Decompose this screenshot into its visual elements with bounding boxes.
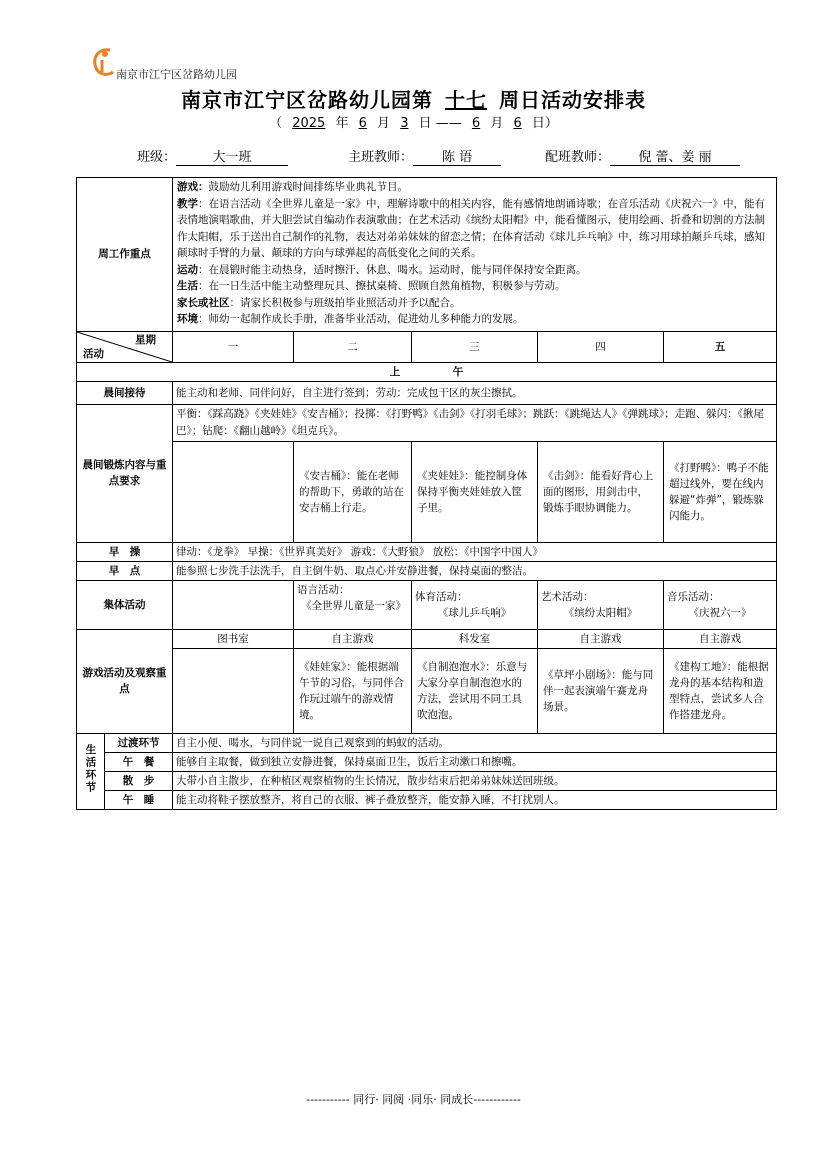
date-close: 日） [531, 116, 558, 131]
life-nap-text: 能主动将鞋子摆放整齐，将自己的衣服、裤子叠放整齐，能安静入睡，不打扰别人。 [173, 790, 777, 809]
focus-sports: 运动：在晨锻时能主动热身，适时擦汗、休息、喝水。运动时，能与同伴保持安全距离。 [177, 263, 587, 276]
schedule-table [76, 177, 777, 810]
group-mon [173, 580, 294, 629]
exercise-mon [173, 441, 294, 542]
assistant-info [545, 146, 740, 166]
group-fri-type: 音乐活动： [667, 590, 720, 603]
start-day: 3 [400, 116, 409, 131]
game-label: 游戏活动及观察重点 [77, 629, 173, 733]
start-month: 6 [358, 116, 367, 131]
life-lunch-label: 午 餐 [105, 752, 173, 771]
arrival-row [77, 381, 777, 404]
game-detail-tue: 《娃娃家》：能根据端午节的习俗，与同伴合作玩过端午的游戏情境。 [294, 648, 412, 733]
year-value: 2025 [292, 116, 326, 131]
arrival-text: 能主动和老师、同伴问好，自主进行签到；劳动：完成包干区的灰尘擦拭。 [173, 381, 777, 404]
game-area-fri: 自主游戏 [664, 629, 777, 648]
class-label: 班级： [137, 150, 177, 165]
life-row-nap [77, 790, 777, 809]
game-area-wed: 科发室 [412, 629, 538, 648]
group-thu-type: 艺术活动： [541, 590, 594, 603]
game-detail-mon [173, 648, 294, 733]
date-open: （ [269, 116, 283, 131]
exercise-summary-row [77, 404, 777, 441]
corner-weekday-label: 星期 [135, 333, 156, 346]
group-wed [412, 580, 538, 629]
date-dash: —— [435, 116, 462, 131]
game-detail-fri: 《建构工地》：能根据龙舟的基本结构和造型特点，尝试多人合作搭建龙舟。 [664, 648, 777, 733]
focus-environment: 环境：师幼一起制作成长手册，准备毕业活动，促进幼儿多种能力的发展。 [177, 313, 524, 325]
month-label: 月 [377, 116, 391, 131]
group-tue-name: 《全世界儿童是一家》 [301, 599, 406, 612]
assistant-label: 配班教师： [545, 150, 611, 165]
morning-section-label: 上 午 [77, 362, 777, 381]
exercise-wed: 《夹娃娃》：能控制身体保持平衡夹娃娃放入筐子里。 [412, 441, 538, 542]
morning-routine-row [77, 542, 777, 561]
arrival-label: 晨间接待 [77, 381, 173, 404]
day-wed: 三 [412, 331, 538, 362]
weekly-focus-row [77, 178, 777, 332]
life-walk-label: 散 步 [105, 771, 173, 790]
group-thu [538, 580, 664, 629]
exercise-fri: 《打野鸭》：鸭子不能超过线外，要在线内躲避“炸弹”，锻炼躲闪能力。 [664, 441, 777, 542]
group-fri-name: 《庆祝六一》 [688, 606, 752, 619]
life-row-lunch [77, 752, 777, 771]
group-fri [664, 580, 777, 629]
end-month: 6 [471, 116, 481, 131]
game-area-tue: 自主游戏 [294, 629, 412, 648]
focus-teaching: 教学：在语言活动《全世界儿童是一家》中，理解诗歌中的相关内容，能有感情地朗诵诗歌；在音乐活动《庆祝六一》中，能有表情地演唱歌曲，并大胆尝试自编动作表演歌曲；在艺术活动《缤纷太阳帽》中，能看懂图示，使用绘画、折叠和切割的方法制作太阳帽，乐于送出自己制作的礼物，表达对弟弟妹妹的留恋之情；在体育活动《球儿乒乓响》中，练习用球拍颠乒乓球，感知颠球时手臂的力量、颠球的方向与球弹起的高低变化之间的关系。 [177, 197, 765, 259]
exercise-summary: 平衡：《踩高跷》《夹娃娃》《安吉桶》；投掷：《打野鸭》《击剑》《打羽毛球》；跳跃：《跳绳达人》《弹跳球》；走跑、躲闪：《揪尾巴》；钻爬：《翻山越岭》《坦克兵》。 [173, 404, 777, 441]
exercise-label: 晨间锻炼内容与重点要求 [77, 404, 173, 542]
teacher-info [348, 146, 501, 166]
snack-text: 能参照七步洗手法洗手，自主倒牛奶、取点心并安静进餐，保持桌面的整洁。 [173, 561, 777, 580]
day-fri: 五 [664, 331, 777, 362]
game-area-thu: 自主游戏 [538, 629, 664, 648]
logo-text: 南京市江宁区岔路幼儿园 [116, 68, 237, 81]
end-day: 6 [513, 116, 522, 131]
weekday-header-row [77, 331, 777, 362]
game-area-row [77, 629, 777, 648]
group-tue [294, 580, 412, 629]
school-logo-icon [90, 46, 116, 78]
life-row-transition [77, 733, 777, 752]
teacher-value: 陈 语 [413, 146, 501, 166]
day-label: 日 [418, 116, 432, 131]
group-activity-row [77, 580, 777, 629]
focus-game: 游戏：鼓励幼儿利用游戏时间排练毕业典礼节目。 [177, 181, 408, 193]
life-lunch-text: 能够自主取餐，做到独立安静进餐，保持桌面卫生，饭后主动漱口和擦嘴。 [173, 752, 777, 771]
header-corner [77, 331, 173, 362]
group-tue-type: 语言活动： [297, 583, 350, 596]
date-range [0, 112, 827, 131]
morning-section-row [77, 362, 777, 381]
day-tue: 二 [294, 331, 412, 362]
year-label: 年 [335, 116, 349, 131]
life-transition-label: 过渡环节 [105, 733, 173, 752]
day-mon: 一 [173, 331, 294, 362]
exercise-days-row [77, 441, 777, 542]
game-detail-row [77, 648, 777, 733]
life-transition-text: 自主小便、喝水，与同伴说一说自己观察到的蚂蚁的活动。 [173, 733, 777, 752]
game-detail-thu: 《草坪小剧场》：能与同伴一起表演端午赛龙舟场景。 [538, 648, 664, 733]
morning-routine-label: 早 操 [77, 542, 173, 561]
group-activity-label: 集体活动 [77, 580, 173, 629]
snack-label: 早 点 [77, 561, 173, 580]
weekly-focus-content [173, 178, 777, 332]
focus-parents: 家长或社区：请家长积极参与班级拍毕业照活动并予以配合。 [177, 296, 461, 309]
group-wed-name: 《球儿乒乓响》 [437, 606, 512, 619]
week-number: 十七 [445, 88, 487, 112]
exercise-tue: 《安吉桶》：能在老师的帮助下，勇敢的站在安吉桶上行走。 [294, 441, 412, 542]
class-info [137, 146, 288, 166]
corner-activity-label: 活动 [83, 347, 104, 360]
group-wed-type: 体育活动： [415, 590, 468, 603]
page-title [0, 84, 827, 113]
page-footer: ----------- 同行· 同阅 ·同乐· 同成长------------ [306, 1093, 521, 1106]
snack-row [77, 561, 777, 580]
title-suffix: 周日活动安排表 [499, 88, 646, 112]
exercise-thu: 《击剑》：能看好背心上面的图形，用剑击中，锻炼手眼协调能力。 [538, 441, 664, 542]
game-area-mon: 图书室 [173, 629, 294, 648]
life-nap-label: 午 睡 [105, 790, 173, 809]
weekly-focus-label: 周工作重点 [77, 178, 173, 332]
life-section-label: 生活环节 [77, 733, 105, 809]
assistant-value: 倪 蕾、姜 丽 [610, 146, 740, 166]
class-value: 大一班 [176, 146, 288, 166]
day-thu: 四 [538, 331, 664, 362]
game-detail-wed: 《自制泡泡水》：乐意与大家分享自制泡泡水的方法，尝试用不同工具吹泡泡。 [412, 648, 538, 733]
title-prefix: 南京市江宁区岔路幼儿园第 [181, 88, 433, 112]
focus-life: 生活：在一日生活中能主动整理玩具、擦拭桌椅、照顾自然角植物，积极参与劳动。 [177, 280, 566, 292]
month-label-2: 月 [490, 116, 504, 131]
group-thu-name: 《缤纷太阳帽》 [563, 606, 638, 619]
morning-routine-text: 律动：《龙拳》 早操：《世界真美好》 游戏：《大野狼》 放松：《中国字中国人》 [173, 542, 777, 561]
teacher-label: 主班教师： [348, 150, 414, 165]
life-walk-text: 大带小自主散步，在种植区观察植物的生长情况，散步结束后把弟弟妹妹送回班级。 [173, 771, 777, 790]
life-row-walk [77, 771, 777, 790]
